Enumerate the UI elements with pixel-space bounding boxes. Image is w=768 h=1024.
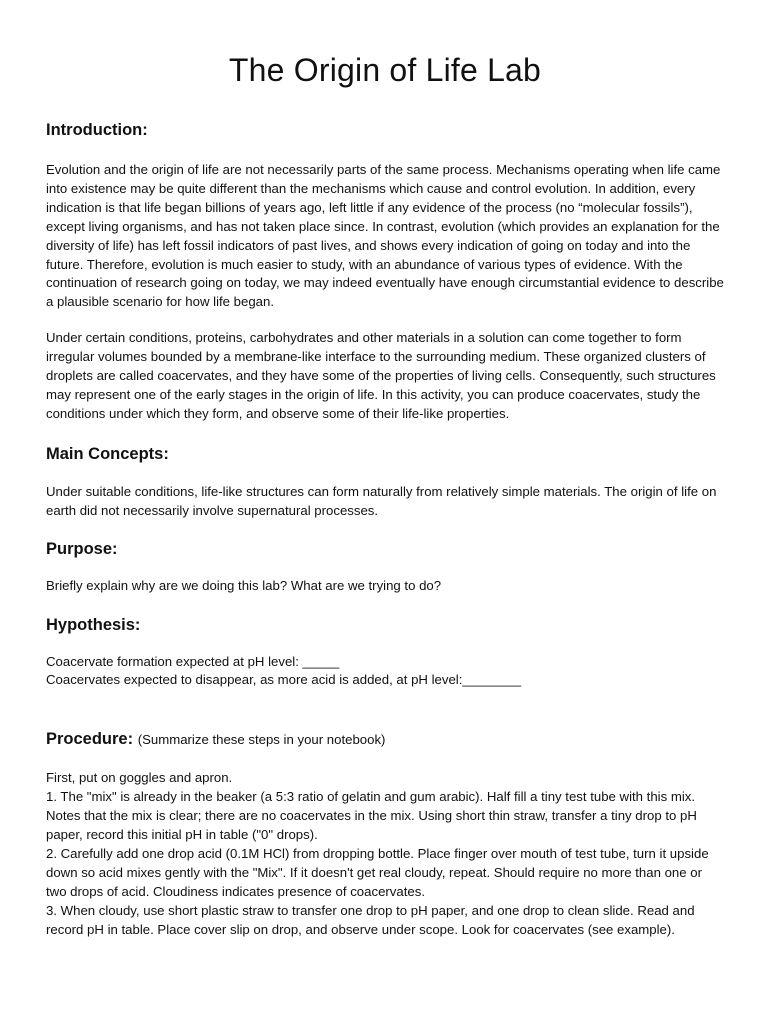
main-concepts-heading: Main Concepts: — [46, 444, 169, 463]
hypothesis-line-formation: Coacervate formation expected at pH level: _____ — [46, 653, 340, 669]
procedure-step-2: 2. Carefully add one drop acid (0.1M HCl) from dropping bottle. Place finger over mouth of test tube, turn it upside down so acid mixes gently with the "Mix". If it doesn't get real cloudy, repeat. Should require no more than one or two drops of acid. Cloudiness indicates presence of coacervates. — [46, 845, 709, 899]
introduction-section — [46, 119, 724, 424]
procedure-steps — [46, 769, 724, 939]
purpose-heading: Purpose: — [46, 539, 118, 558]
procedure-heading: Procedure: — [46, 730, 134, 749]
procedure-heading-row — [46, 728, 724, 751]
introduction-paragraph-1: Evolution and the origin of life are not necessarily parts of the same process. Mechanisms operating when life came into existence may be quite different than the mechanisms which cause and control evolution. In addition, every indication is that life began billions of years ago, left little if any evidence of the process (no “molecular fossils”), except living organisms, and has not taken place since. In contrast, evolution (which provides an explanation for the diversity of life) has left fossil indicators of past lives, and shows every indication of going on today and into the future. Therefore, evolution is much easier to study, with an abundance of various types of evidence. With the continuation of research going on today, we may indeed eventually have enough circumstantial evidence to describe a plausible scenario for how life began. — [46, 162, 724, 310]
hypothesis-section — [46, 614, 724, 691]
procedure-section — [46, 728, 724, 939]
hypothesis-heading: Hypothesis: — [46, 615, 141, 634]
introduction-heading: Introduction: — [46, 121, 148, 139]
hypothesis-text — [46, 653, 724, 691]
introduction-paragraph-2: Under certain conditions, proteins, carbohydrates and other materials in a solution can come together to form irregular volumes bounded by a membrane-like interface to the surrounding medium. These organized clusters of droplets are called coacervates, and they have some of the properties of living cells. Consequently, such structures may represent one of the early stages in the origin of life. In this activity, you can produce coacervates, study the conditions under which they form, and observe some of their life-like properties. — [46, 330, 716, 421]
procedure-step-3: 3. When cloudy, use short plastic straw to transfer one drop to pH paper, and one drop to clean slide. Read and record pH in table. Place cover slip on drop, and observe under scope. Look for coacervates (see example). — [46, 902, 695, 937]
procedure-intro: First, put on goggles and apron. — [46, 770, 233, 786]
hypothesis-line-disappear: Coacervates expected to disappear, as more acid is added, at pH level:________ — [46, 672, 522, 688]
main-concepts-section — [46, 443, 724, 521]
main-concepts-text: Under suitable conditions, life-like structures can form naturally from relatively simple materials. The origin of life on earth did not necessarily involve supernatural processes. — [46, 483, 717, 518]
purpose-section — [46, 538, 724, 596]
procedure-note: (Summarize these steps in your notebook) — [137, 732, 386, 748]
procedure-step-1: 1. The "mix" is already in the beaker (a 5:3 ratio of gelatin and gum arabic). Half fill a tiny test tube with this mix. Notes that the mix is clear; there are no coacervates in the mix. Using short thin straw, transfer a tiny drop to pH paper, record this initial pH in table ("0" drops). — [46, 789, 697, 843]
purpose-text: Briefly explain why are we doing this lab? What are we trying to do? — [46, 577, 442, 593]
page-title: The Origin of Life Lab — [228, 52, 542, 88]
